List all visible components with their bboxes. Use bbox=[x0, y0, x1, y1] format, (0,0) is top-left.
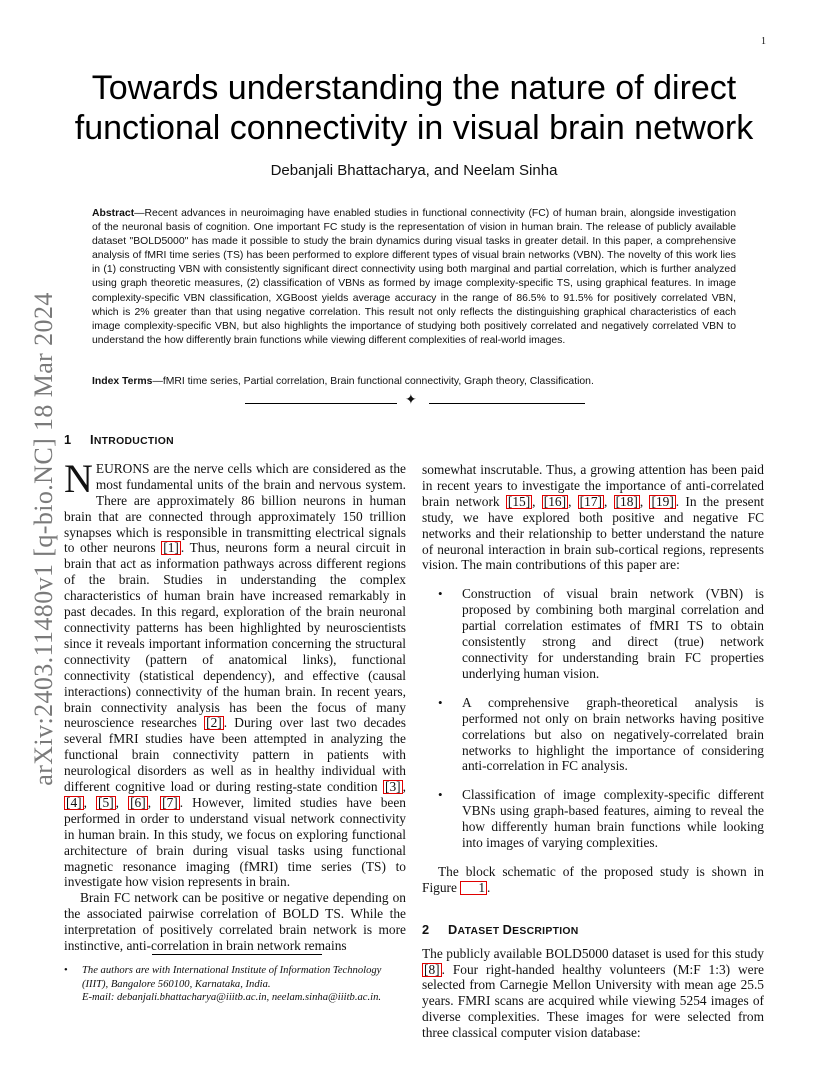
list-item bbox=[422, 586, 764, 681]
drop-cap-continuation: EURONS bbox=[95, 460, 150, 476]
figure-link[interactable]: 1 bbox=[460, 881, 487, 895]
intro-paragraph-1: NEURONS are the nerve cells which are considered as the most fundamental units of the brain and nervous system. There are approximately 86 billion neurons in human brain that are connected through approximately 150 trillion synapses which is responsible in transmitting electrical signals to other neurons [1] . Thus, neurons form a neural circuit in brain that act as information pathways across different regions of the brain. Studies in understanding the complex characteristics of human brain have increased remarkably in past decades. In this regard, exploration of the brain neuronal connectivity patterns has been highlighted by neuroscientists since it reveals important information concerning the structural connectivity (pattern of anatomical links), functional connectivity (statistical dependency), and effective (causal interactions) connectivity of the human brain. In recent years, brain connectivity analysis has been the focus of many neuroscience researches [2] . During over last two decades several fMRI studies have been attempted in analyzing the functional brain connectivity pattern in patients with neurological disorders as well as in healthy individual with different cognitive load or during resting-state condition [3] , [4] , [5] , [6] , [7] . However, limited studies have been performed in order to understand visual network connectivity in human brain. In this study, we focus on exploring functional architecture of brain during visual tasks using functional magnetic resonance imaging (fMRI) time series (TS) to investigate how vision represents in brain. bbox=[64, 455, 407, 890]
divider-star-icon: ✦ bbox=[405, 393, 417, 408]
index-terms-text: —fMRI time series, Partial correlation, Brain functional connectivity, Graph theory, Classification. bbox=[152, 376, 594, 387]
intro-text: . bbox=[487, 879, 491, 895]
footnote-email: E-mail: debanjali.bhattacharya@iiitb.ac.in, neelam.sinha@iiitb.ac.in. bbox=[82, 992, 382, 1004]
page-number: 1 bbox=[761, 36, 766, 47]
footnote-rule bbox=[152, 954, 322, 955]
section-number: 1 bbox=[64, 432, 72, 447]
citation-link[interactable]: [18] bbox=[615, 493, 638, 509]
drop-cap: N bbox=[64, 455, 93, 501]
intro-text: are the nerve cells which are considered as the most fundamental units of the brain and nervous system. There are approximately 86 billion neurons in human brain that are connected through approximately 150 trillion synapses which is responsible in transmitting electrical signals to other neurons bbox=[64, 460, 406, 556]
intro-text: . In the present study, we have explored both positive and negative FC networks and their relationship to better understand the nature of neuronal interaction in brain sub-cortical regions, represents vision. The main contributions of this paper are: bbox=[422, 493, 765, 573]
section-title-initial: D bbox=[502, 921, 513, 937]
list-item-text: A comprehensive graph-theoretical analysis is performed not only on brain networks having positive correlations but also on negatively-correlated brain networks to highlight the importance of considering anti-correlation in FC analysis. bbox=[462, 694, 764, 774]
intro-text: The block schematic of the proposed study is shown in Figure bbox=[422, 863, 764, 895]
list-item bbox=[422, 787, 764, 851]
bullet-icon: • bbox=[438, 787, 443, 803]
abstract-text: —Recent advances in neuroimaging have enabled studies in functional connectivity (FC) of human brain, alongside investigation of the neuronal basis of cognition. One important FC study is the representation of vision in human brain. The release of publicly available dataset "BOLD5000" has made it possible to study the brain dynamics during visual tasks in greater detail. In this paper, a comprehensive analysis of fMRI time series (TS) has been performed to explore different types of visual brain networks (VBN). The novelty of this work lies in (1) constructing VBN with consistently significant direct connectivity using both marginal and partial correlation, which is further analyzed using graph theoretic measures, (2) classification of VBNs as formed by image complexity-specific TS, using graphical features. In image complexity-specific VBN classification, XGBoost yields average accuracy in the range of 86.5% to 91.5% for positively correlated VBN, which is 2% greater than that using negative correlation. This result not only reflects the distinguishing graphical characteristics of each image complexity-specific VBN, but also highlights the importance of studying both positively correlated and negatively correlated VBN to understand the how differently brain functions while viewing different complexities of real-world images. bbox=[92, 208, 736, 346]
divider-line-right bbox=[429, 403, 585, 404]
citation-link[interactable]: [6] bbox=[130, 794, 146, 810]
section-title-rest: ATASET bbox=[457, 925, 503, 937]
citation-link[interactable]: [16] bbox=[543, 493, 567, 509]
footnote-affiliation: The authors are with International Institute of Information Technology (IIIT), Bangalore 560100, Karnataka, India. bbox=[82, 965, 382, 990]
intro-paragraph-3: somewhat inscrutable. Thus, a growing attention has been paid in recent years to investigate the importance of anti-correlated brain network [15] , [16] , [17] , [18] , [19] . In the present study, we have explored both positive and negative FC networks and their relationship to better understand the nature of neuronal interaction in brain sub-cortical regions, represents vision. The main contributions of this paper are: bbox=[422, 462, 765, 573]
right-column bbox=[422, 462, 764, 1041]
section-heading-introduction bbox=[64, 432, 406, 450]
dataset-text: . Four right-handed healthy volunteers (M:F 1:3) were selected from Carnegie Mellon University with mean age 25.5 years. FMRI scans are acquired while viewing 5254 images of diverse complexities. These images for were selected from three classical computer vision database: bbox=[422, 961, 764, 1041]
list-item bbox=[422, 695, 764, 775]
citation-link[interactable]: [3] bbox=[385, 779, 401, 795]
section-title-initial: D bbox=[448, 921, 458, 937]
arxiv-identifier-stamp: arXiv:2403.11480v1 [q-bio.NC] 18 Mar 2024 bbox=[29, 292, 58, 786]
intro-text: . Thus, neurons form a neural circuit in brain that act as information pathways across different regions of the brain. Studies in understanding the complex characteristics of human brain have increased remarkably in past decades. In this regard, exploration of the brain neuronal connectivity patterns has been highlighted by neuroscientists since it reveals important information concerning the structural connectivity (pattern of anatomical links), functional connectivity (statistical dependency), and effective (causal interactions) connectivity of the human brain. In recent years, brain connectivity analysis has been the focus of many neuroscience researches bbox=[64, 540, 406, 731]
section-title-rest: ESCRIPTION bbox=[512, 925, 579, 937]
intro-text: . During over last two decades several fMRI studies have been attempted in analyzing the functional brain connectivity pattern in patients with neurological disorders as well as in healthy individual with different cognitive load or during resting-state condition bbox=[64, 715, 407, 795]
section-number: 2 bbox=[422, 921, 430, 937]
citation-link[interactable]: [5] bbox=[98, 794, 114, 810]
intro-text: somewhat inscrutable. Thus, a growing attention has been paid in recent years to investigate the importance of anti-correlated brain network bbox=[422, 462, 764, 509]
author-list: Debanjali Bhattacharya, and Neelam Sinha bbox=[270, 162, 558, 179]
index-terms-label: Index Terms bbox=[92, 376, 153, 387]
citation-link[interactable]: [7] bbox=[162, 794, 178, 810]
section-title-rest: NTRODUCTION bbox=[93, 436, 174, 447]
intro-paragraph-2: Brain FC network can be positive or negative depending on the associated pairwise correlation of BOLD TS. While the interpretation of positively correlated brain network is more instinctive, anti-correlation in brain network remains bbox=[64, 890, 406, 954]
list-item-text: Classification of image complexity-specific different VBNs using graph-based features, aiming to reveal the how differently human brain functions while looking into images of varying complexities. bbox=[462, 787, 764, 851]
dataset-paragraph bbox=[422, 946, 764, 1041]
intro-paragraph-4 bbox=[422, 864, 764, 896]
dataset-text: The publicly available BOLD5000 dataset is used for this study bbox=[422, 945, 764, 961]
contributions-list bbox=[422, 586, 764, 851]
author-affiliation-footnote bbox=[64, 964, 406, 1005]
section-divider bbox=[245, 393, 585, 409]
section-title-initial: I bbox=[90, 432, 94, 447]
citation-link[interactable]: [19] bbox=[651, 493, 674, 509]
citation-link[interactable]: [1] bbox=[163, 540, 179, 556]
index-terms bbox=[92, 375, 736, 389]
section-heading-dataset bbox=[422, 922, 764, 940]
paper-title: Towards understanding the nature of direct functional connectivity in visual brain network bbox=[74, 69, 754, 147]
abstract-label: Abstract bbox=[92, 208, 135, 219]
citation-link[interactable]: [15] bbox=[507, 493, 531, 509]
citation-link[interactable]: [8] bbox=[424, 961, 440, 977]
list-item-text: Construction of visual brain network (VBN) is proposed by combining both marginal correlation and partial correlation estimates of fMRI TS to obtain consistently strong and direct (true) network connectivity for understanding brain FC properties underlying human vision. bbox=[462, 586, 764, 681]
citation-link[interactable]: [17] bbox=[579, 493, 602, 509]
citation-link[interactable]: [4] bbox=[66, 794, 82, 810]
citation-link[interactable]: [2] bbox=[206, 715, 222, 731]
intro-text: . However, limited studies have been performed in order to understand visual network connectivity in human brain. In this study, we focus on exploring functional architecture of brain during visual tasks using functional magnetic resonance imaging (fMRI) time series (TS) to investigate how vision represents in brain. bbox=[64, 794, 407, 890]
left-column bbox=[64, 432, 406, 954]
abstract bbox=[92, 207, 736, 348]
bullet-icon: • bbox=[438, 694, 443, 710]
divider-line-left bbox=[245, 403, 397, 404]
bullet-icon: • bbox=[438, 586, 443, 602]
bullet-icon: • bbox=[64, 965, 68, 976]
